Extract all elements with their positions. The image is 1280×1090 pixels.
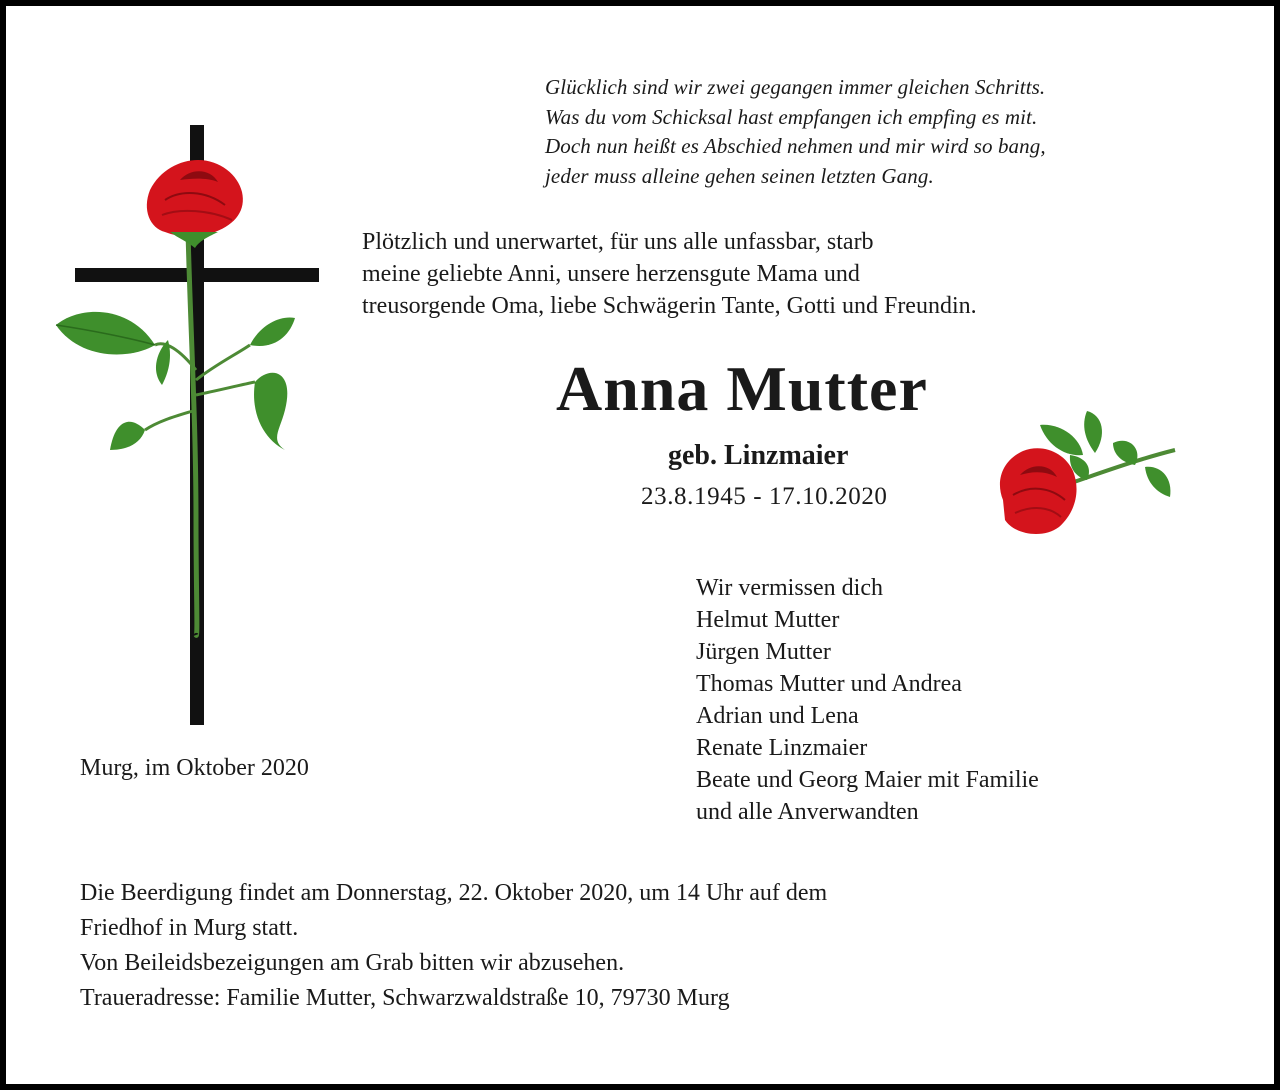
mourners-list <box>696 572 1039 828</box>
mourner-line: Helmut Mutter <box>696 607 840 633</box>
deceased-name: Anna Mutter <box>556 353 928 424</box>
leaf-icon <box>1145 467 1170 497</box>
funeral-info <box>80 876 827 1016</box>
rose-right-icon <box>995 405 1185 545</box>
mourner-line: Beate und Georg Maier mit Familie <box>696 767 1039 793</box>
leaf-icon <box>1113 441 1137 465</box>
funeral-line: Die Beerdigung findet am Donnerstag, 22. Oktober 2020, um 14 Uhr auf dem <box>80 880 828 906</box>
poem-line: Was du vom Schicksal hast empfangen ich empfing es mit. <box>545 104 1038 129</box>
poem-line: Doch nun heißt es Abschied nehmen und mir wird so bang, <box>545 134 1046 158</box>
intro-line: Plötzlich und unerwartet, für uns alle unfassbar, starb <box>362 229 874 255</box>
poem-line: jeder muss alleine gehen seinen letzten Gang. <box>545 163 934 188</box>
mourner-line: Wir vermissen dich <box>696 575 883 601</box>
leaf-icon <box>156 340 170 385</box>
leaf-icon <box>110 422 145 450</box>
funeral-line: Von Beileidsbezeigungen am Grab bitten wir abzusehen. <box>80 950 625 976</box>
poem-line: Glücklich sind wir zwei gegangen immer gleichen Schritts. <box>545 75 1046 99</box>
intro-line: treusorgende Oma, liebe Schwägerin Tante, Gotti und Freundin. <box>362 293 977 319</box>
intro-line: meine geliebte Anni, unsere herzensgute Mama und <box>362 261 860 287</box>
rose-icon <box>1000 448 1077 534</box>
leaf-icon <box>1084 411 1102 453</box>
mourner-line: Renate Linzmaier <box>696 735 868 761</box>
mourner-line: Thomas Mutter und Andrea <box>696 671 962 697</box>
rose-icon <box>147 160 243 248</box>
mourner-line: Jürgen Mutter <box>696 639 831 665</box>
cross-with-rose-icon <box>50 120 330 740</box>
leaf-icon <box>254 373 287 450</box>
leaf-icon <box>250 317 295 345</box>
mourner-line: Adrian und Lena <box>696 703 859 729</box>
mourner-line: und alle Anverwandten <box>696 799 919 825</box>
place-date: Murg, im Oktober 2020 <box>80 755 309 781</box>
poem <box>545 73 1046 191</box>
funeral-line: Traueradresse: Familie Mutter, Schwarzwaldstraße 10, 79730 Murg <box>80 985 730 1011</box>
maiden-name: geb. Linzmaier <box>668 440 849 471</box>
life-dates: 23.8.1945 - 17.10.2020 <box>641 483 888 510</box>
funeral-line: Friedhof in Murg statt. <box>80 915 299 941</box>
intro-text <box>362 226 977 322</box>
